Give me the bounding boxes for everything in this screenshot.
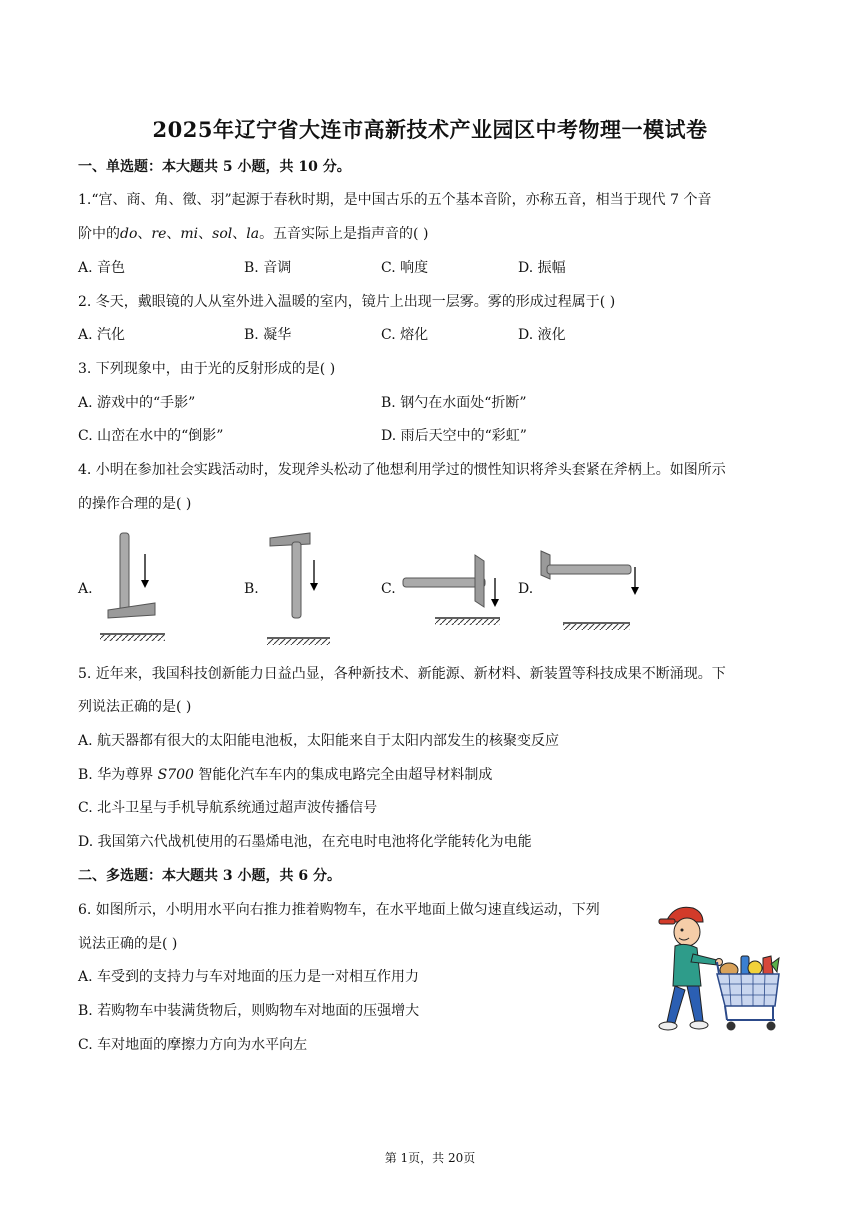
q1-option-d: D. 振幅 [518, 260, 566, 276]
q5-option-d: D. 我国第六代战机使用的石墨烯电池，在充电时电池将化学能转化为电能 [78, 834, 532, 850]
question-1-text-line-1: 1.“宫、商、角、徵、羽”起源于春秋时期，是中国古乐的五个基本音阶，亦称五音，相当于现代 7 个音 [78, 192, 712, 208]
q3-option-a: A. 游戏中的“手影” [78, 395, 196, 411]
boy-pushing-shopping-cart-illustration [655, 898, 785, 1038]
question-1-text-line-2: 阶中的do、re、mi、sol、la。五音实际上是指声音的( ) [78, 226, 429, 242]
q5-option-b: B. 华为尊界 S700 智能化汽车车内的集成电路完全由超导材料制成 [78, 767, 493, 783]
car-model: S700 [157, 767, 194, 783]
q2-option-d: D. 液化 [518, 327, 566, 343]
question-5-text-line-2: 列说法正确的是( ) [78, 699, 192, 715]
note-la: la [246, 226, 260, 242]
q2-option-c: C. 熔化 [381, 327, 429, 343]
q4-option-c-label: C. [381, 581, 396, 597]
question-2-text: 2. 冬天，戴眼镜的人从室外进入温暖的室内，镜片上出现一层雾。雾的形成过程属于( ) [78, 294, 616, 310]
question-3-text: 3. 下列现象中，由于光的反射形成的是( ) [78, 361, 336, 377]
q1-option-a: A. 音色 [78, 260, 126, 276]
note-do: do [120, 226, 138, 242]
q4-option-a-label: A. [78, 581, 93, 597]
axe-figure-d [535, 545, 645, 630]
q3-option-c: C. 山峦在水中的“倒影” [78, 428, 224, 444]
axe-figure-c [400, 545, 510, 630]
note-re: re [151, 226, 167, 242]
question-4-text-line-2: 的操作合理的是( ) [78, 496, 192, 512]
section-heading-single-choice: 一、单选题：本大题共 5 小题，共 10 分。 [78, 159, 351, 175]
q6-option-b: B. 若购物车中装满货物后，则购物车对地面的压强增大 [78, 1003, 420, 1019]
q2-option-b: B. 凝华 [244, 327, 292, 343]
q1-option-b: B. 音调 [244, 260, 292, 276]
q5-option-c: C. 北斗卫星与手机导航系统通过超声波传播信号 [78, 800, 378, 816]
page-footer: 第 1页，共 20页 [384, 1151, 476, 1165]
q6-option-a: A. 车受到的支持力与车对地面的压力是一对相互作用力 [78, 969, 420, 985]
question-4-text-line-1: 4. 小明在参加社会实践活动时，发现斧头松动了他想利用学过的惯性知识将斧头套紧在斧柄上。如图所示 [78, 462, 726, 478]
q6-option-c: C. 车对地面的摩擦力方向为水平向左 [78, 1037, 308, 1053]
question-6-text-line-2: 说法正确的是( ) [78, 936, 178, 952]
section-heading-multiple-choice: 二、多选题：本大题共 3 小题，共 6 分。 [78, 868, 341, 884]
note-mi: mi [180, 226, 199, 242]
question-5-text-line-1: 5. 近年来，我国科技创新能力日益凸显，各种新技术、新能源、新材料、新装置等科技成果不断涌现。下 [78, 666, 726, 682]
q4-option-d-label: D. [518, 581, 534, 597]
q2-option-a: A. 汽化 [78, 327, 126, 343]
q4-option-b-label: B. [244, 581, 259, 597]
q3-option-d: D. 雨后天空中的“彩虹” [381, 428, 527, 444]
q1-option-c: C. 响度 [381, 260, 429, 276]
q5-option-a: A. 航天器都有很大的太阳能电池板，太阳能来自于太阳内部发生的核聚变反应 [78, 733, 560, 749]
question-6-text-line-1: 6. 如图所示，小明用水平向右推力推着购物车，在水平地面上做匀速直线运动，下列 [78, 902, 600, 918]
q3-option-b: B. 钢勺在水面处“折断” [381, 395, 527, 411]
page-title: 2025年辽宁省大连市高新技术产业园区中考物理一模试卷 [152, 117, 708, 142]
axe-figure-b [262, 530, 337, 648]
note-sol: sol [212, 226, 233, 242]
axe-figure-a [95, 530, 170, 648]
